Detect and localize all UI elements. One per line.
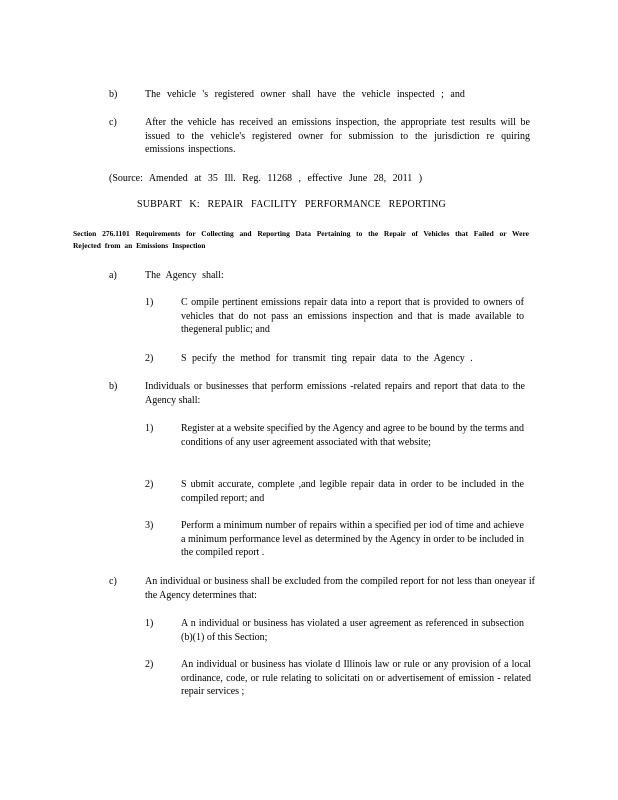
paragraph-b-1: Register at a website specified by the Agency and agree to be bound by the terms and conditions of any user agreement associated with that website; — [181, 423, 524, 448]
paragraph-c: An individual or business shall be excluded from the compiled report for not less than oneyear if the Agency determines that: — [145, 576, 535, 601]
item-label-c: c) — [109, 576, 117, 587]
paragraph-a-1: C ompile pertinent emissions repair data into a report that is provided to owners of vehicles that do not pass an emissions inspection and that is made available to thegeneral public; and — [181, 297, 524, 335]
item-label-b: b) — [109, 381, 118, 392]
paragraph-b: Individuals or businesses that perform emissions -related repairs and report that data to the Agency shall: — [145, 381, 525, 406]
item-label-b-2: 2) — [145, 479, 154, 490]
item-label-top-b: b) — [109, 89, 118, 100]
item-label-c-2: 2) — [145, 659, 154, 670]
subpart-heading: SUBPART K: REPAIR FACILITY PERFORMANCE REPORTING — [137, 199, 446, 210]
source-note: (Source: Amended at 35 Ill. Reg. 11268 , effective June 28, 2011 ) — [109, 173, 423, 184]
item-label-a: a) — [109, 270, 117, 281]
paragraph-c-2: An individual or business has violate d Illinois law or rule or any provision of a local ordinance, code, or rule relating to solicitati on or advertisement of emission - related repair services ; — [181, 659, 531, 697]
paragraph-b-3: Perform a minimum number of repairs within a specified per iod of time and achieve a minimum performance level as determined by the Agency in order to be included in the compiled report . — [181, 520, 524, 558]
item-label-b-1: 1) — [145, 423, 154, 434]
item-label-a-1: 1) — [145, 297, 154, 308]
paragraph-c-1: A n individual or business has violated a user agreement as referenced in subsection (b)(1) of this Section; — [181, 618, 524, 643]
section-heading: Section 276.1101 Requirements for Collecting and Reporting Data Pertaining to the Repair of Vehicles that Failed or Were Rejected from an Emissions Inspection — [73, 229, 529, 250]
item-label-a-2: 2) — [145, 353, 154, 364]
item-label-top-c: c) — [109, 117, 117, 128]
paragraph-top-b: The vehicle 's registered owner shall have the vehicle inspected ; and — [145, 89, 465, 100]
paragraph-a: The Agency shall: — [145, 270, 224, 281]
paragraph-top-c: After the vehicle has received an emissions inspection, the appropriate test results will be issued to the vehicle's registered owner for submission to the jurisdiction re quiring emissions inspections. — [145, 117, 530, 155]
paragraph-a-2: S pecify the method for transmit ting repair data to the Agency . — [181, 353, 473, 364]
item-label-c-1: 1) — [145, 618, 154, 629]
paragraph-b-2: S ubmit accurate, complete ,and legible repair data in order to be included in the compiled report; and — [181, 479, 524, 504]
item-label-b-3: 3) — [145, 520, 154, 531]
